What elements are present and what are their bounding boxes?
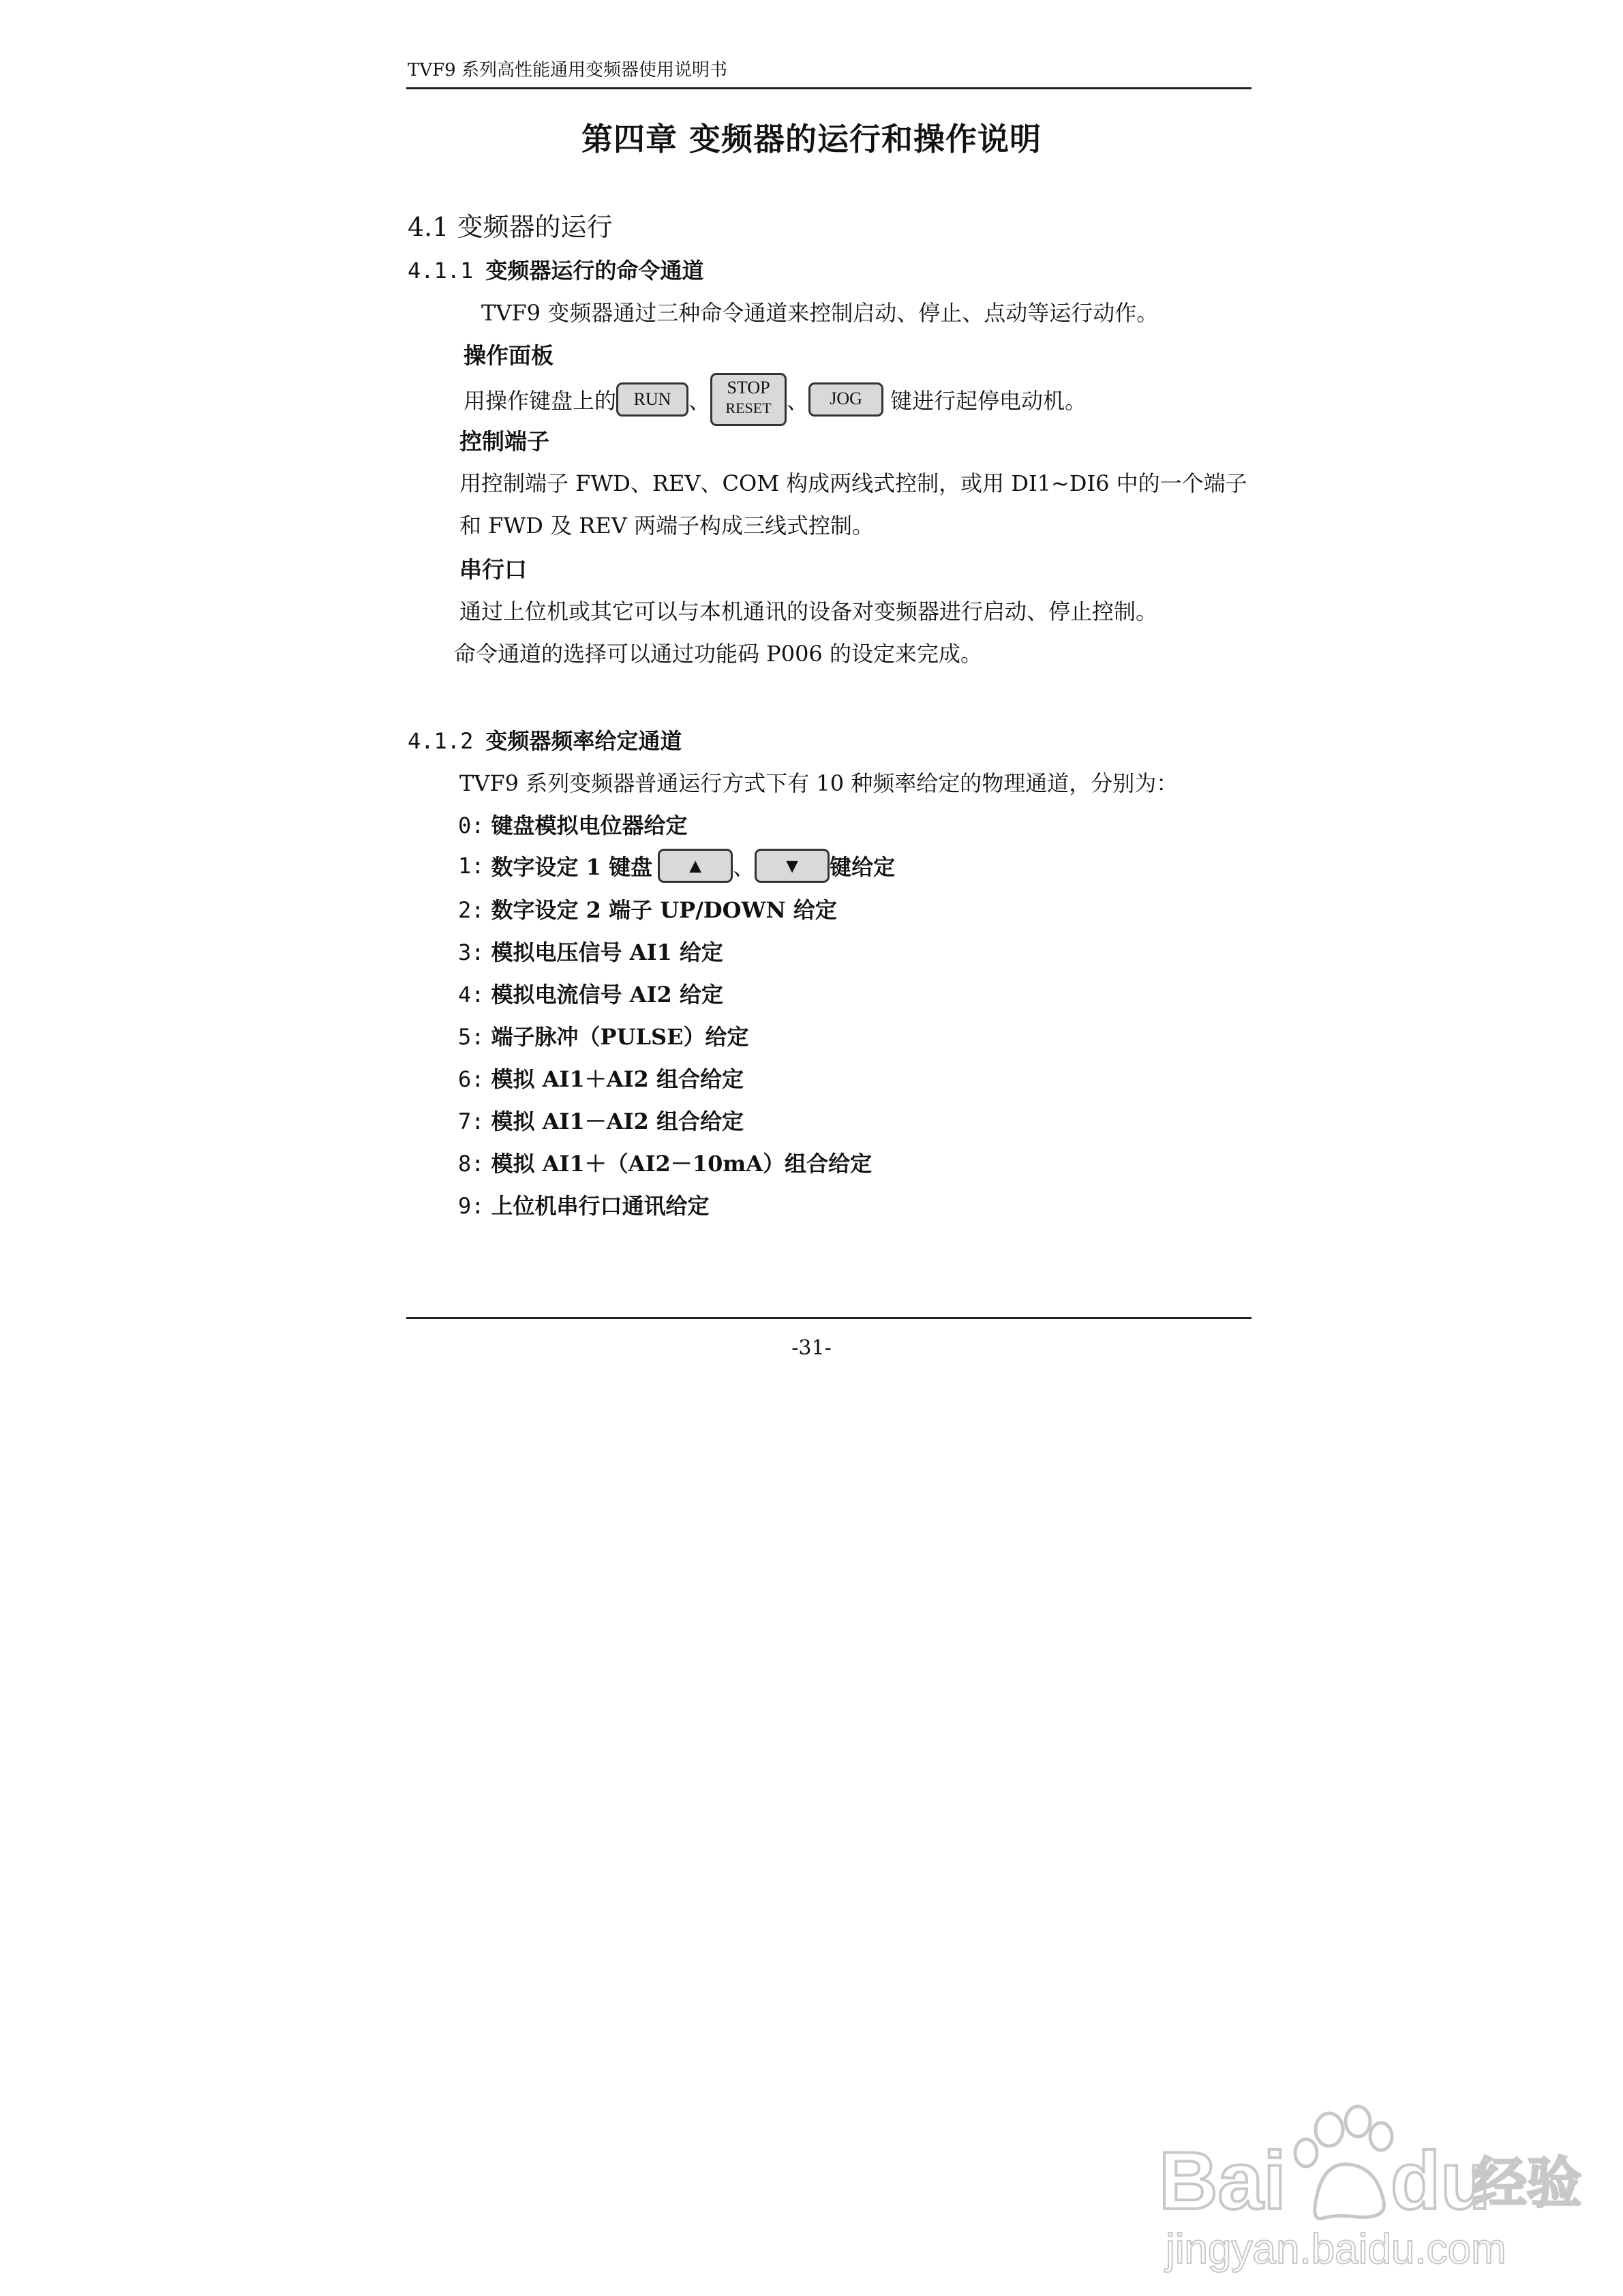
stop-key-label: STOP [727,378,770,397]
terminal-label: 控制端子 [459,428,549,455]
page-number: -31- [791,1336,832,1360]
subsection-title: 变频器频率给定通道 [485,728,682,754]
chapter-title: 第四章 变频器的运行和操作说明 [581,121,1042,157]
panel-text-after: 键进行起停电动机。 [890,388,1087,414]
terminal-text-line2: 和 FWD 及 REV 两端子构成三线式控制。 [459,513,875,539]
list-item: 4: 模拟电流信号 AI2 给定 [458,982,723,1008]
panel-line [464,371,1087,428]
stop-reset-key-icon [710,373,787,426]
list-item: 6: 模拟 AI1＋AI2 组合给定 [458,1066,744,1092]
subsection-heading-4-1-1 [408,254,703,285]
header-rule [406,87,1252,89]
panel-label: 操作面板 [464,342,553,369]
subsection-number: 4.1.2 [408,728,474,754]
list-item: 8: 模拟 AI1＋（AI2－10mA）组合给定 [458,1151,873,1177]
footer-rule [406,1317,1252,1319]
panel-text-before: 用操作键盘上的 [464,388,617,414]
list-item: 0: 键盘模拟电位器给定 [458,813,688,839]
list-item: 9: 上位机串行口通讯给定 [458,1193,710,1219]
run-key-icon: RUN [616,382,688,417]
section-number: 4.1 [408,212,449,242]
subsection-heading-4-1-2 [408,724,682,755]
watermark-du: du [1391,2135,1491,2226]
up-arrow-key-icon: ▲ [658,849,733,883]
watermark-url: jingyan.baidu.com [1166,2226,1506,2273]
watermark-brand: Bai [1159,2135,1286,2226]
watermark-cn: 经验 [1472,2151,1581,2215]
list-item: 1: 数字设定 1 键盘 ▲ 、 ▼ 键给定 [458,845,895,886]
terminal-text-line1: 用控制端子 FWD、REV、COM 构成两线式控制，或用 DI1~DI6 中的一个端子 [459,470,1247,496]
subsection-title: 变频器运行的命令通道 [485,258,704,284]
down-arrow-key-icon: ▼ [755,849,830,883]
serial-label: 串行口 [459,556,527,583]
subsection-number: 4.1.1 [408,258,474,284]
serial-text-line1: 通过上位机或其它可以与本机通讯的设备对变频器进行启动、停止控制。 [459,599,1158,624]
reset-key-label: RESET [725,399,772,417]
serial-text-line2: 命令通道的选择可以通过功能码 P006 的设定来完成。 [454,641,982,667]
list-item: 5: 端子脉冲（PULSE）给定 [458,1024,749,1050]
separator: 、 [787,388,809,414]
jog-key-icon: JOG [808,382,883,417]
section-title: 变频器的运行 [457,212,613,242]
list-item: 7: 模拟 AI1－AI2 组合给定 [458,1108,744,1134]
running-header: TVF9 系列高性能通用变频器使用说明书 [408,60,727,80]
frequency-channel-intro: TVF9 系列变频器普通运行方式下有 10 种频率给定的物理通道，分别为： [459,770,1179,796]
list-item: 2: 数字设定 2 端子 UP/DOWN 给定 [458,897,837,923]
list-item: 3: 模拟电压信号 AI1 给定 [458,939,723,965]
baidu-watermark-logo [1152,2100,1588,2284]
separator: 、 [688,388,711,414]
separator: 、 [733,854,755,880]
section-heading [408,206,613,243]
command-channel-intro: TVF9 变频器通过三种命令通道来控制启动、停止、点动等运行动作。 [481,300,1159,326]
item1-after: 键给定 [830,854,896,880]
